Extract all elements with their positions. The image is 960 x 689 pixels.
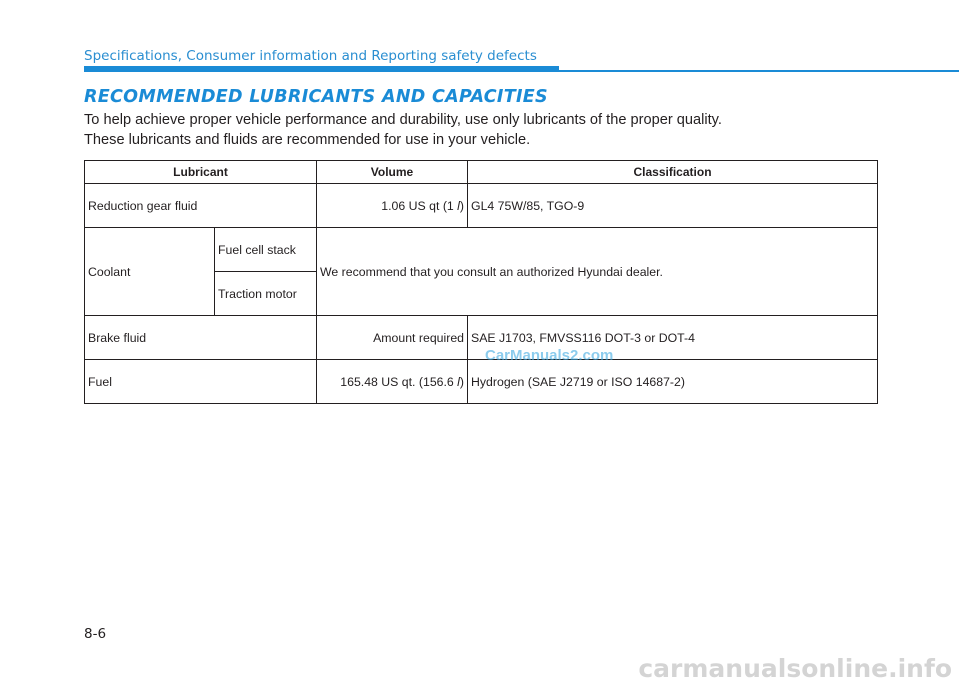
header-classification: Classification [468, 161, 878, 184]
page-number: 8-6 [84, 626, 107, 642]
intro-line-2: These lubricants and fluids are recommended for use in your vehicle. [84, 132, 531, 148]
page-title: RECOMMENDED LUBRICANTS AND CAPACITIES [84, 87, 548, 107]
table-row-reduction-gear [85, 184, 878, 228]
brake-classification: SAE J1703, FMVSS116 DOT-3 or DOT-4 [468, 316, 878, 360]
fuel-volume: 165.48 US qt. (156.6 l) [317, 360, 468, 404]
brake-volume: Amount required [317, 316, 468, 360]
reduction-name: Reduction gear fluid [85, 184, 317, 228]
header-lubricant: Lubricant [85, 161, 317, 184]
lubricants-table [84, 160, 878, 404]
coolant-traction-motor: Traction motor [215, 272, 317, 316]
table-row-coolant [85, 228, 878, 272]
table-row-brake-fluid [85, 316, 878, 360]
reduction-classification: GL4 75W/85, TGO-9 [468, 184, 878, 228]
header-volume: Volume [317, 161, 468, 184]
header-rule-thick [84, 66, 559, 72]
table-header-row [85, 161, 878, 184]
coolant-name: Coolant [85, 228, 215, 316]
coolant-fuel-cell-stack: Fuel cell stack [215, 228, 317, 272]
fuel-name: Fuel [85, 360, 317, 404]
section-header: Specifications, Consumer information and Reporting safety defects [84, 48, 537, 64]
fuel-classification: Hydrogen (SAE J2719 or ISO 14687-2) [468, 360, 878, 404]
intro-line-1: To help achieve proper vehicle performance and durability, use only lubricants of the proper quality. [84, 112, 722, 128]
header-rule-thin [559, 70, 959, 72]
brake-name: Brake fluid [85, 316, 317, 360]
watermark-text: CarManuals2.com [485, 347, 614, 364]
table-row-fuel [85, 360, 878, 404]
reduction-volume: 1.06 US qt (1 l) [317, 184, 468, 228]
coolant-note: We recommend that you consult an authorized Hyundai dealer. [317, 228, 878, 316]
footer-watermark: carmanualsonline.info [638, 654, 952, 683]
